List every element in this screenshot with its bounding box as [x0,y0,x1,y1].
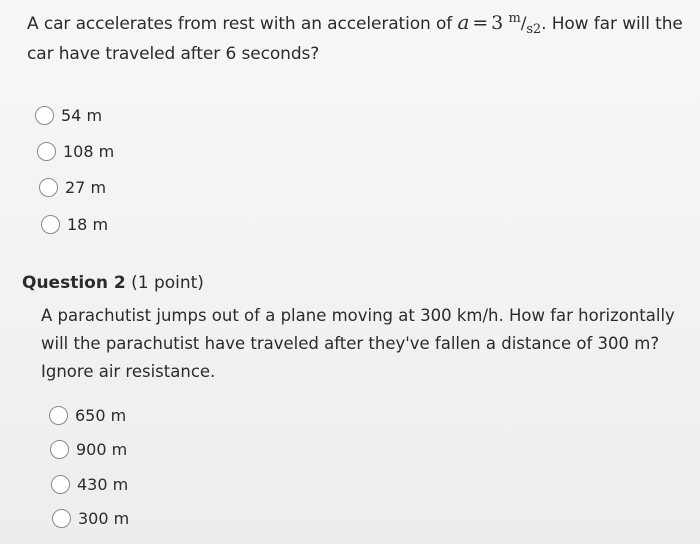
q2-option-1[interactable] [49,401,126,429]
q1-option-1[interactable] [35,101,102,129]
question-2-heading [22,270,204,296]
q1-option-2-label: 108 m [63,141,115,161]
q1-option-4-label: 18 m [67,214,109,234]
radio-button[interactable] [35,106,54,125]
acceleration-value: 3 [491,12,504,34]
question-1-text-after: . How far will the car have traveled after 6 seconds? [27,14,683,64]
radio-button[interactable] [41,215,60,234]
equals-sign: = [472,12,489,34]
radio-button[interactable] [49,406,68,425]
radio-button[interactable] [51,475,70,494]
radio-button[interactable] [37,142,56,161]
q2-option-2[interactable] [50,435,127,463]
unit-slash: / [520,14,527,34]
q1-option-2[interactable] [37,137,114,165]
q1-option-3[interactable] [39,173,106,201]
question-2-title: Question 2 [22,273,126,293]
acceleration-variable: a [457,10,470,34]
unit-denominator: s2 [526,22,542,37]
q2-option-2-label: 900 m [76,439,128,459]
unit-numerator: m [508,11,521,26]
q1-option-4[interactable] [41,210,108,238]
question-1-text [27,8,697,68]
radio-button[interactable] [52,509,71,528]
question-2-text: A parachutist jumps out of a plane moving at 300 km/h. How far horizontally will the parachutist have traveled after they've fallen a distance of 300 m? Ignore air resistance. [41,306,675,381]
question-1-text-before: A car accelerates from rest with an acceleration of [27,14,453,34]
q1-option-1-label: 54 m [61,105,103,125]
question-2-points: (1 point) [131,273,204,293]
q2-option-4[interactable] [52,504,129,532]
q2-option-3[interactable] [51,470,128,498]
radio-button[interactable] [50,440,69,459]
q2-option-3-label: 430 m [77,474,129,494]
radio-button[interactable] [39,178,58,197]
q2-option-1-label: 650 m [75,405,127,425]
q1-option-3-label: 27 m [65,177,107,197]
q2-option-4-label: 300 m [78,508,130,528]
acceleration-unit [508,11,542,37]
